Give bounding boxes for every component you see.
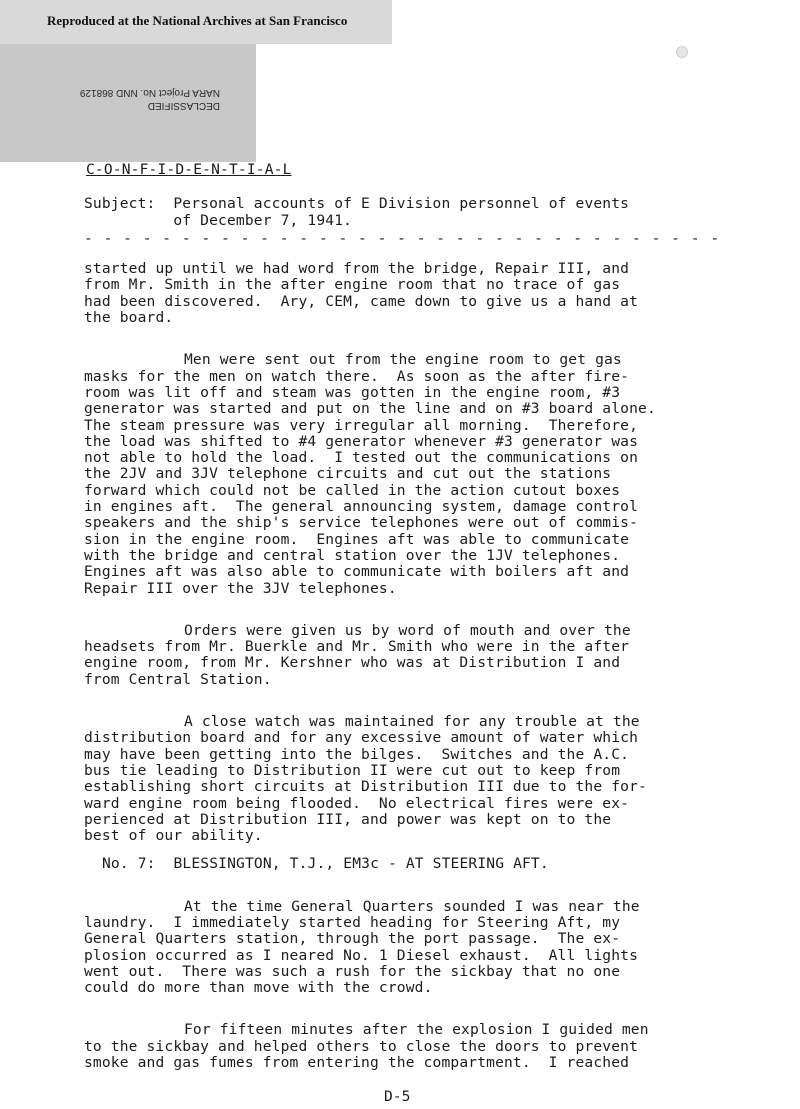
subject-block [84, 196, 774, 229]
archive-stamp-text: Reproduced at the National Archives at San Francisco [47, 13, 348, 28]
text-line: At the time General Quarters sounded I was near the [184, 897, 640, 915]
text-line: started up until we had word from the bridge, Repair III, and [84, 260, 630, 278]
archive-stamp [0, 0, 392, 44]
text-line: headsets from Mr. Buerkle and Mr. Smith who were in the after [84, 638, 630, 656]
paragraph-1 [84, 261, 774, 326]
subject-label: Subject: [84, 195, 156, 213]
text-line: engine room, from Mr. Kershner who was at Distribution I and [84, 654, 621, 672]
paragraph-3 [84, 623, 774, 688]
nara-project-number: NARA Project No. NND 868129 [79, 87, 220, 98]
declassified-label: DECLASSIFIED [147, 100, 220, 111]
text-line: Men were sent out from the engine room to get gas [184, 351, 622, 369]
text-line: the 2JV and 3JV telephone circuits and cut out the stations [84, 465, 612, 483]
text-line: For fifteen minutes after the explosion I guided men [184, 1021, 649, 1039]
subject-line-2 [84, 213, 774, 229]
text-line: had been discovered. Ary, CEM, came down to give us a hand at [84, 292, 639, 310]
paragraph-2 [84, 352, 774, 596]
text-line: best of our ability. [84, 827, 263, 845]
text-line: sion in the engine room. Engines aft was able to communicate [84, 530, 630, 548]
text-line: room was lit off and steam was gotten in the engine room, #3 [84, 383, 621, 401]
text-line: laundry. I immediately started heading for Steering Aft, my [84, 913, 621, 931]
punch-hole [676, 46, 688, 58]
declassified-text [30, 86, 220, 112]
text-line: from Mr. Smith in the after engine room that no trace of gas [84, 276, 621, 294]
text-line: The steam pressure was very irregular all morning. Therefore, [84, 416, 639, 434]
text-line: General Quarters station, through the port passage. The ex- [84, 930, 621, 948]
text-line: plosion occurred as I neared No. 1 Diesel exhaust. All lights [84, 946, 639, 964]
text-line: generator was started and put on the line and on #3 board alone. [84, 400, 656, 418]
text-line: went out. There was such a rush for the sickbay that no one [84, 962, 621, 980]
item-heading: No. 7: BLESSINGTON, T.J., EM3c - AT STEERING AFT. [102, 855, 549, 873]
text-line: A close watch was maintained for any trouble at the [184, 713, 640, 731]
text-line: masks for the men on watch there. As soon as the after fire- [84, 367, 630, 385]
text-line: the board. [84, 309, 174, 327]
paragraph-6 [84, 1022, 774, 1071]
divider-line: - - - - - - - - - - - - - - - - - - - - - - - - - - - - - - - - - [84, 229, 721, 247]
subject-text-2: of December 7, 1941. [173, 211, 353, 229]
text-line: to the sickbay and helped others to close the doors to prevent [84, 1037, 639, 1055]
text-line: Orders were given us by word of mouth and over the [184, 621, 631, 639]
text-line: bus tie leading to Distribution II were cut out to keep from [84, 761, 621, 779]
classification-heading: C-O-N-F-I-D-E-N-T-I-A-L [86, 161, 292, 178]
subject-line-1 [84, 196, 774, 212]
page-number: D-5 [384, 1088, 411, 1105]
text-line: Repair III over the 3JV telephones. [84, 579, 397, 597]
document-page [84, 162, 774, 1071]
subject-text-1: Personal accounts of E Division personnel of events [173, 195, 630, 213]
text-line: with the bridge and central station over the 1JV telephones. [84, 546, 621, 564]
text-line: establishing short circuits at Distribution III due to the for- [84, 778, 647, 796]
text-line: from Central Station. [84, 670, 272, 688]
text-line: distribution board and for any excessive amount of water which [84, 729, 639, 747]
text-line: may have been getting into the bilges. Switches and the A.C. [84, 745, 630, 763]
text-line: speakers and the ship's service telephones were out of commis- [84, 514, 639, 532]
paragraph-5 [84, 899, 774, 997]
text-line: smoke and gas fumes from entering the compartment. I reached [84, 1054, 630, 1072]
text-line: ward engine room being flooded. No electrical fires were ex- [84, 794, 630, 812]
text-line: the load was shifted to #4 generator whenever #3 generator was [84, 432, 639, 450]
text-line: Engines aft was also able to communicate with boilers aft and [84, 563, 630, 581]
text-line: forward which could not be called in the action cutout boxes [84, 481, 621, 499]
declassified-stamp [0, 44, 256, 162]
paragraph-4 [84, 714, 774, 844]
text-line: not able to hold the load. I tested out the communications on [84, 449, 639, 467]
text-line: in engines aft. The general announcing system, damage control [84, 498, 639, 516]
text-line: could do more than move with the crowd. [84, 979, 433, 997]
text-line: perienced at Distribution III, and power was kept on to the [84, 810, 612, 828]
